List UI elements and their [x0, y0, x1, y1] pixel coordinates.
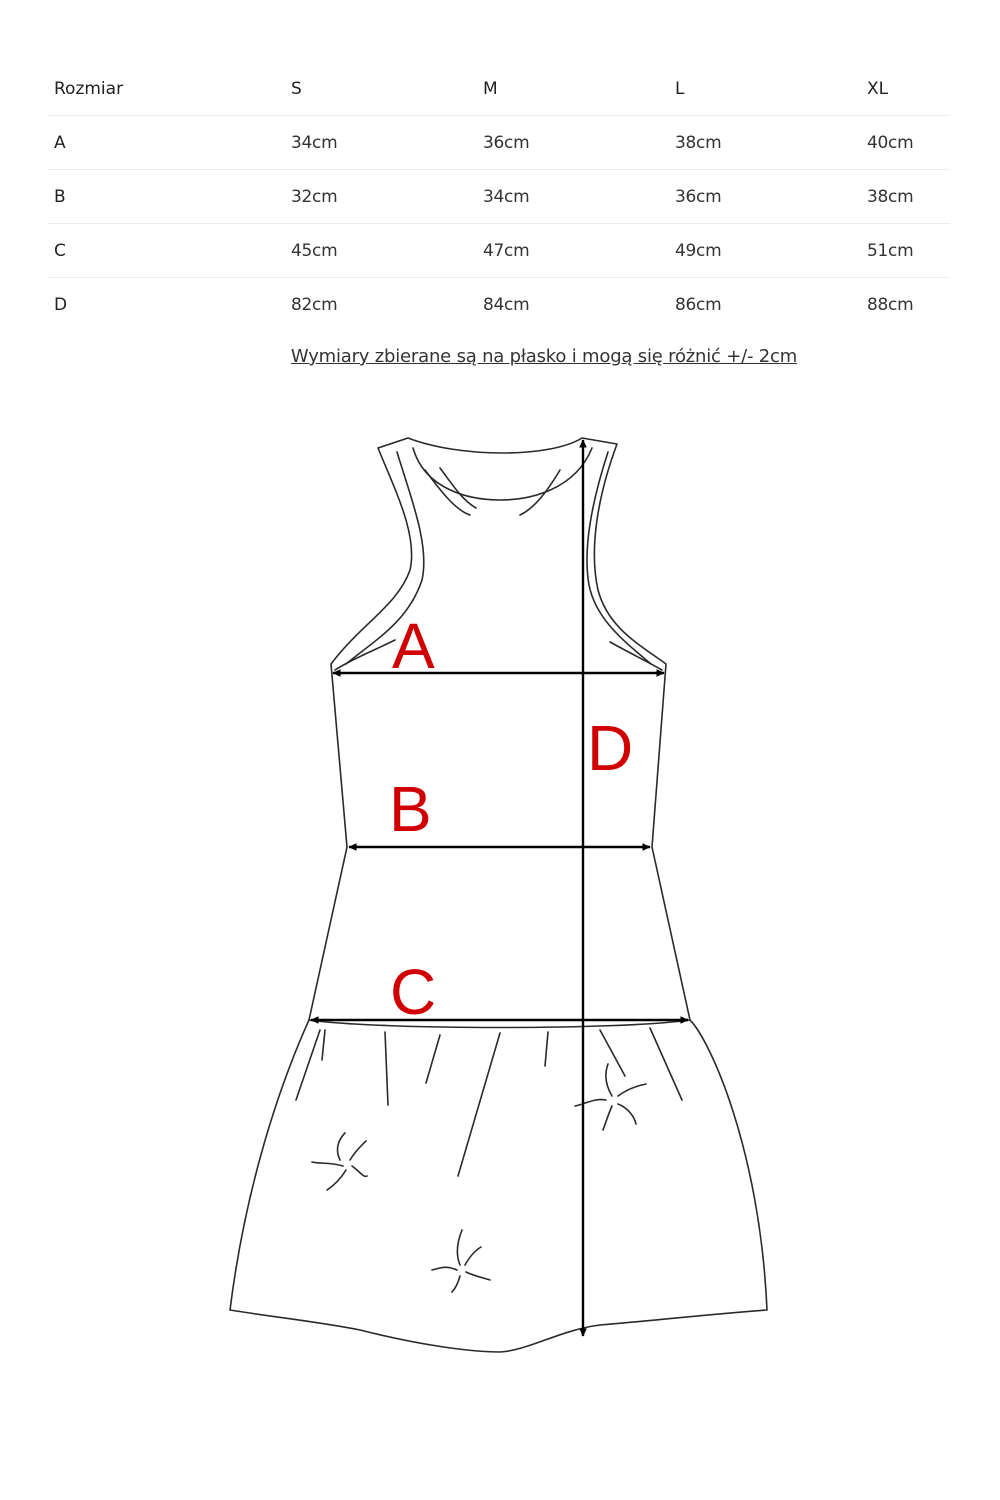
label-b: B — [389, 773, 432, 845]
size-header-m: M — [483, 78, 498, 99]
flower-doodle — [312, 1064, 646, 1292]
table-cell: 36cm — [483, 116, 675, 170]
table-cell: 88cm — [867, 278, 950, 332]
row-label: D — [48, 278, 291, 332]
row-label: A — [48, 116, 291, 170]
table-cell: 34cm — [483, 170, 675, 224]
table-cell: 38cm — [675, 116, 867, 170]
table-cell: 82cm — [291, 278, 483, 332]
label-a: A — [392, 610, 435, 682]
row-label: B — [48, 170, 291, 224]
table-cell: 40cm — [867, 116, 950, 170]
table-cell: 45cm — [291, 224, 483, 278]
label-c: C — [390, 956, 437, 1028]
size-header-xl: XL — [867, 78, 889, 99]
row-label: C — [48, 224, 291, 278]
table-cell: 32cm — [291, 170, 483, 224]
size-header-s: S — [291, 78, 302, 99]
table-cell: 47cm — [483, 224, 675, 278]
racerback-detail — [425, 468, 560, 515]
table-cell: 34cm — [291, 116, 483, 170]
measurement-lines — [311, 440, 688, 1336]
table-cell: 51cm — [867, 224, 950, 278]
skirt-outline — [230, 1020, 767, 1352]
size-header-l: L — [675, 78, 685, 99]
dress-outline — [230, 438, 767, 1352]
size-header-label: Rozmiar — [54, 78, 124, 99]
measurement-note: Wymiary zbierane są na płasko i mogą się różnić +/- 2cm — [290, 346, 798, 367]
table-cell: 84cm — [483, 278, 675, 332]
table-cell: 49cm — [675, 224, 867, 278]
table-cell: 86cm — [675, 278, 867, 332]
table-cell: 36cm — [675, 170, 867, 224]
label-d: D — [587, 712, 634, 784]
table-cell: 38cm — [867, 170, 950, 224]
armhole-trim — [335, 640, 662, 670]
